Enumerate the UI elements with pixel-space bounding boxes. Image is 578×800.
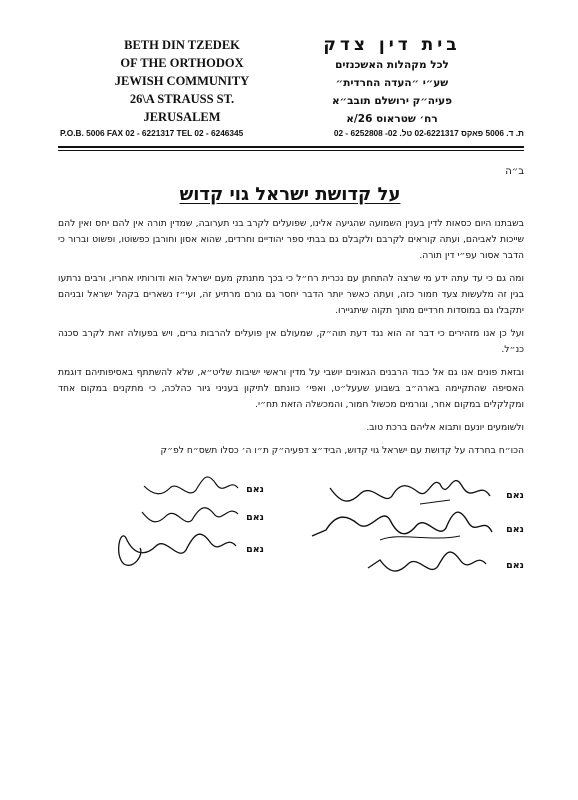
paragraph: ועל כן אנו מזהירים כי דבר זה הוא נגד דעת תוה״ק, שמעולם אין פועלים להרבות גרים, ויש בפעולה זאת לקרב סכנה כנ״ל. <box>58 328 524 355</box>
handwritten-signature <box>134 502 244 528</box>
signature-block <box>300 560 524 582</box>
letterhead-en-line5: JERUSALEM <box>143 110 221 124</box>
letterhead-en-line3: JEWISH COMMUNITY <box>114 74 250 88</box>
handwritten-signature <box>300 478 500 508</box>
handwritten-signature <box>134 474 244 500</box>
paragraph: הכו״ח בחרדה על קדושת עם ישראל גוי קדוש, הביד״צ דפעיה״ק ת״ו ה׳ כסלו תשס״ח לפ״ק <box>160 445 524 456</box>
letterhead-hebrew <box>296 34 488 128</box>
handwritten-signature <box>300 506 500 546</box>
paragraph: בשבתנו היום כסאות לדין בענין השמועה שהגיעה אלינו, שפועלים לקרב בני תערובה, שמדין תורה אין להם יחס ואין להם שייכות לאביהם, ועתה קוראים לקרבם ולקבלם גם בבתי ספר יהודיים וחרדים, שהוא אסון וחורבן כפשוטו, ופשוט וברור כי הדבר אסור עפ״י דין תורה. <box>58 218 524 261</box>
signature-label: נאם <box>246 512 264 523</box>
letterhead-english <box>92 36 272 126</box>
paragraph: ובזאת פונים אנו גם אל כבוד הרבנים הגאונים יושבי על מדין וראשי ישיבות שליט״א, שלא להשתתף באסיפותיהם דוגמת האסיפה שהתקיימה בארה״ב בשבוע שעעל״ט, ואפי׳ כוונתם לתיקון בעניני גיור כהלכה, כי מתקנים במקום אחד ומקלקלים במקום אחר, וגורמים מכשול חמור, והמכשלה הזאת תח״י. <box>58 367 524 410</box>
signature-label: נאם <box>506 490 524 501</box>
signature-label: נאם <box>246 484 264 495</box>
signature-label: נאם <box>246 544 264 555</box>
contact-hebrew: ת. ד. 5006 פאקס 02-6221317 טל. 02- 6252808 - 02 <box>333 128 524 138</box>
signature-label: נאם <box>506 524 524 535</box>
letterhead-he-line3: שע״י ״העדה החרדית״ <box>335 77 449 89</box>
letterhead-en-line1: BETH DIN TZEDEK <box>124 38 240 52</box>
paragraph: ומה גם כי עד עתה ידע מי שרצה להתחתן עם נכרית רח״ל כי בכך מתנתק מעם ישראל הוא ודורותיו אחריו, ורבים נרתעו בגין זה מלעשות צעד חמור כזה, ועתה כאשר יותר הדבר יחסר גם גורם מרתיע זה, ועי״ז נשארים בקהל ישראל ובניהם יתקבלו גם במוסדות חרדיים מתוך תקוה שיתגיירו. <box>58 273 524 316</box>
letterhead-he-line5: רח׳ שטראוס 26/א <box>346 113 438 125</box>
paragraph: ולשומעים יונעם ותבוא אליהם ברכת טוב. <box>366 422 524 433</box>
letterhead-he-line2: לכל מקהלות האשכנזים <box>335 59 449 71</box>
letter-title: על קדושת ישראל גוי קדוש <box>179 184 401 205</box>
letterhead-en-line4: 26\A STRAUSS ST. <box>129 92 235 106</box>
letterhead-he-line1: בית דין צדק <box>323 35 461 55</box>
letterhead-he-line4: פעיה״ק ירושלם תובב״א <box>331 95 453 107</box>
signature-block <box>140 544 264 566</box>
signature-label: נאם <box>506 560 524 571</box>
header-rule <box>58 146 524 148</box>
bh-mark: ב״ה <box>505 166 524 177</box>
letter-body <box>58 216 524 466</box>
contact-english: P.O.B. 5006 FAX 02 - 6221317 TEL 02 - 6246345 <box>60 128 244 138</box>
letterhead-en-line2: OF THE ORTHODOX <box>120 56 244 70</box>
signature-block <box>300 524 524 546</box>
header-rule-thin <box>58 150 524 151</box>
handwritten-signature <box>104 530 244 570</box>
handwritten-signature <box>300 548 500 578</box>
